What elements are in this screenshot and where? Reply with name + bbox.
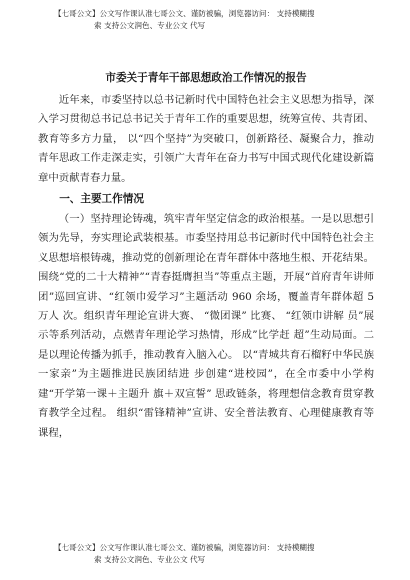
section-paragraph-theory: （一）坚持理论铸魂，筑牢青年坚定信念的政治根基。一是以思想引领为先导，夯实理论武装根基。市委坚持用总书记新时代中国特色社会主义思想培根铸魂，推动党的创新理论在青年群体中落地生根、开花结果。围绕“党的二十大精神”“青春挺膺担当”等重点主题，开展“首府青年讲师团”巡回宣讲、“红领巾爱学习”主题活动 960 余场，覆盖青年群体超 5 万人 次。组织青年理论宣讲大赛、 “微团课” 比赛、 “红领巾讲解 员”展示等系列活动，点燃青年理论学习热情，形成”比学赶 超”生动局面。二是以理论传播为抓手，推动教育入脑入心。 以“青城共育石榴籽中华民族一家亲”为主题推进民族团结进 步创建“进校园”，在全市委中小学构建“开学第一课＋主题升 旗＋双宣誓” 思政链条，将理想信念教育贯穿教育教学全过程。 组织“雷锋精神”宣讲、安全普法教育、心理健康教育等课程， xyxy=(38,213,374,439)
intro-paragraph: 近年来，市委坚持以总书记新时代中国特色社会主义思想为指导，深入学习贯彻总书记总书记关于青年工作的重要思想，统筹宣传、共青团、教育等多方力量， 以“四个坚持”为突破口，创新路径、凝聚合力，推动青年思政工作走深走实，引领广大青年在奋力书写中国式现代化建设新篇章中贡献青春力量。 xyxy=(38,94,374,184)
section-heading-main-work: 一、主要工作情况 xyxy=(59,193,144,206)
footer-banner-line-2: 索 支持公文润色、专业公文 代写 xyxy=(94,555,206,564)
document-body xyxy=(38,70,374,443)
header-banner-line-1: 【七哥公文】公文写作课认准七哥公文、谨防被骗，浏览器访问： 支持模糊搜 xyxy=(54,9,315,18)
document-title: 市委关于青年干部思想政治工作情况的报告 xyxy=(105,72,307,84)
header-banner-line-2: 索 支持公文润色、专业公文 代写 xyxy=(94,21,206,30)
footer-banner-line-1: 【七哥公文】公文写作课认准七哥公文、谨防被骗，浏览器访问： 支持模糊搜 xyxy=(54,543,315,552)
footer-watermark-banner xyxy=(54,542,374,566)
header-watermark-banner xyxy=(54,8,374,32)
